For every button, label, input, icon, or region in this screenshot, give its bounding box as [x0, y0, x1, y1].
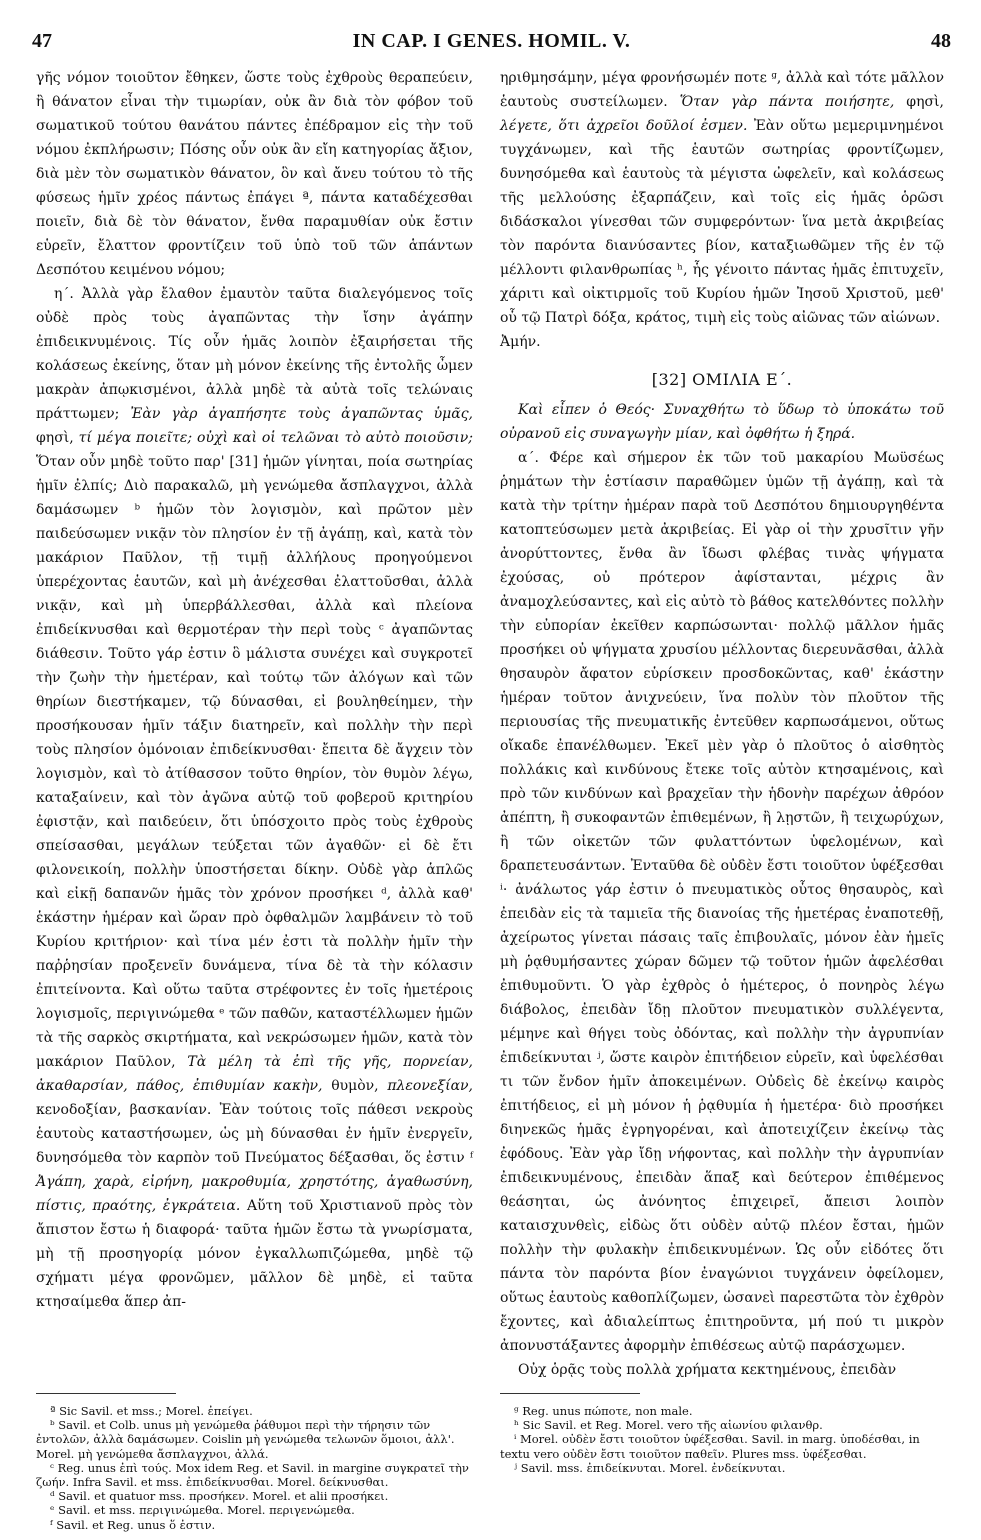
footnote: ª Sic Savil. et mss.; Morel. ἐπείγει.	[50, 1404, 253, 1418]
right-paragraph-1	[500, 66, 944, 330]
footnote-divider-right	[500, 1393, 640, 1394]
left-text-c: Ὅταν οὖν μηδὲ τοῦτο παρ' [31] ἡμῶν γίνηται, ποία σωτηρίας ἡμῖν ἐλπίς; Διὸ παρακαλῶ, μὴ γενώμεθα ἄσπλαγχνοι, ἀλλὰ δαμάσωμεν ᵇ ἡμῶν τὸν λογισμὸν, καὶ πρῶτον μὲν παιδεύσωμεν νικᾷν τὸν πλησίον ἐν τῇ ἀγάπῃ, καὶ, κατὰ τὸν μακάριον Παῦλον, τῇ τιμῇ ἀλλήλους προηγούμενοι ὑπερέχοντας ἑαυτῶν, καὶ μὴ ἀνέχεσθαι ἐλαττοῦσθαι, ἀλλὰ νικᾷν, καὶ μὴ ὑπερβάλλεσθαι, ἀλλὰ καὶ πλείονα ἐπιδείκνυσθαι καὶ θερμοτέραν τὴν περὶ τοὺς ᶜ ἀγαπῶντας διάθεσιν. Τοῦτο γάρ ἐστιν ὃ μάλιστα συνέχει καὶ συγκροτεῖ τὴν ζωὴν τὴν ἡμετέραν, καὶ τούτῳ τῶν ἀλόγων καὶ τῶν θηρίων διεστήκαμεν, τῷ δύνασθαι, εἰ βουληθείημεν, τὴν προσήκουσαν ἡμῖν τάξιν διατηρεῖν, καὶ πολλὴν τὴν περὶ τοὺς πλησίον ὁμόνοιαν ἐπιδείκνυσθαι· ἔπειτα δὲ ἄγχειν τὸν λογισμὸν, καὶ τὸ ἀτίθασσον τοῦτο θηρίον, τὸν θυμὸν λέγω, καταξαίνειν, καὶ τὸν ἀγῶνα αὐτῷ τοῦ φοβεροῦ κριτηρίου ἐφιστᾷν, καὶ παιδεύειν, ὅτι ὑπόσχοιτο πρὸς τοὺς ἐχθροὺς σπείσασθαι, μεγάλων τεύξεται τῶν ἀγαθῶν· εἰ δὲ ἔτι φιλονεικοίη, πολλὴν ὑποστήσεται δίκην. Οὐδὲ γὰρ ἁπλῶς καὶ εἰκῇ δαπανῶν ἡμᾶς τὸν χρόνον προσήκει ᵈ, ἀλλὰ καθ' ἑκάστην ἡμέραν καὶ ὥραν πρὸ ὀφθαλμῶν λαμβάνειν τὸ τοῦ Κυρίου κριτήριον· καὶ τίνα μέν ἐστι τὰ πολλὴν ἡμῖν τὴν παῤῥησίαν προξενεῖν δυνάμενα, τίνα δὲ τὰ τὴν κόλασιν ἐπιτείνοντα. Καὶ οὕτω ταῦτα στρέφοντες ἐν τοῖς ἡμετέροις λογισμοῖς, περιγινώμεθα ᵉ τῶν παθῶν, καταστέλλωμεν ἡμῶν τὰ τῆς σαρκὸς σκιρτήματα, καὶ νεκρώσωμεν ἡμῶν, κατὰ τὸν μακάριον Παῦλον,	[36, 454, 473, 1070]
footnote-divider-left	[36, 1393, 176, 1394]
left-paragraph-2	[36, 282, 473, 1314]
right-paragraph-3: Οὐχ ὁρᾷς τοὺς πολλὰ χρήματα κεκτημένους, ἐπειδὰν	[518, 1362, 897, 1378]
footnotes-right	[500, 1404, 944, 1475]
running-title: IN CAP. I GENES. HOMIL. V.	[352, 30, 631, 52]
footnote: ⁱ Morel. οὐδὲν ἔστι τοιοῦτον ὑφέξεσθαι. Savil. in marg. ὑποδέσθαι, in textu vero οὐδὲν ἔστι τοιοῦτον παθεῖν. Plures mss. ὑφέξεσθαι.	[500, 1432, 920, 1461]
footnote: ʰ Sic Savil. et Reg. Morel. vero τῆς αἰωνίου φιλανθρ.	[514, 1418, 823, 1433]
right-text-c: Ἐὰν οὕτω μεμεριμνημένοι τυγχάνωμεν, καὶ τῆς ἑαυτῶν σωτηρίας φροντίζωμεν, δυνησόμεθα καὶ ἑαυτοὺς τὰ μέγιστα ὠφελεῖν, καὶ κολάσεως τῆς μελλούσης ἐξαρπάζειν, καὶ τοῖς εἰς ἡμᾶς ὁρῶσι διδάσκαλοι γίνεσθαι τῶν συμφερόντων· ἵνα μετὰ ἀκριβείας τὸν παρόντα διανύσαντες βίον, καταξιωθῶμεν τῆς ἐν τῷ μέλλοντι φιλανθρωπίας ʰ, ἧς γένοιτο πάντας ἡμᾶς ἐπιτυχεῖν, χάριτι καὶ οἰκτιρμοῖς τοῦ Κυρίου ἡμῶν Ἰησοῦ Χριστοῦ, μεθ' οὗ τῷ Πατρὶ δόξα, κράτος, τιμὴ εἰς τοὺς αἰῶνας τῶν αἰώνων.	[500, 118, 944, 326]
footnote: ᶠ Savil. et Reg. unus ὅ ἐστιν.	[50, 1517, 216, 1532]
footnote: ᵍ Reg. unus πώποτε, non male.	[514, 1404, 693, 1418]
right-column	[500, 66, 944, 1382]
left-column	[36, 66, 473, 1314]
page-number-right: 48	[931, 30, 951, 52]
footnote: ʲ Savil. mss. ἐπιδείκνυται. Morel. ἐνδείκνυται.	[514, 1460, 786, 1475]
homily-subtitle: Καὶ εἶπεν ὁ Θεός· Συναχθήτω τὸ ὕδωρ τὸ ὑποκάτω τοῦ οὐρανοῦ εἰς συναγωγὴν μίαν, καὶ ὀφθήτω ἡ ξηρά.	[500, 402, 944, 442]
footnote: ᵉ Savil. et mss. περιγινώμεθα. Morel. περιγενώμεθα.	[50, 1503, 355, 1518]
left-quote-4: πλεονεξίαν,	[387, 1078, 473, 1094]
footnote: ᵇ Savil. et Colb. unus μὴ γενώμεθα ῥάθυμοι περὶ τὴν τήρησιν τῶν ἐντολῶν, ἀλλὰ δαμάσωμεν. Coislin μὴ γενώμεθα τελωνῶν ὅμοιοι, ἀλλ'. Morel. μὴ γενώμεθα ἄσπλαγχνοι, ἀλλά.	[36, 1418, 455, 1461]
footnotes-left	[36, 1404, 476, 1532]
right-text-a: ηριθμησάμην, μέγα φρονήσωμέν ποτε ᵍ, ἀλλὰ καὶ τότε μᾶλλον ἑαυτοὺς συστείλωμεν.	[500, 70, 944, 110]
left-text-a: η΄. Ἀλλὰ γὰρ ἔλαθον ἐμαυτὸν ταῦτα διαλεγόμενος τοῖς οὐδὲ πρὸς τοὺς ἀγαπῶντας τὴν ἴσην ἀγάπην ἐπιδεικνυμένοις. Τίς οὖν ἡμᾶς λοιπὸν ἐξαιρήσεται τῆς κολάσεως ἐκείνης, ὅταν μὴ μόνον ἐκείνης τῆς ἐντολῆς ὦμεν μακρὰν ἀπῳκισμένοι, ἀλλὰ μηδὲ τὰ αὐτὰ τοῖς τελώναις πράττωμεν;	[36, 286, 473, 422]
page-number-left: 47	[32, 30, 52, 52]
left-paragraph-1: γῆς νόμον τοιοῦτον ἔθηκεν, ὥστε τοὺς ἐχθροὺς θεραπεύειν, ἢ θάνατον εἶναι τὴν τιμωρίαν, οὐκ ἂν διὰ τὸν φόβον τοῦ σωματικοῦ τούτου θανάτου πάντες ἐπέδραμον εἰς τὴν τοῦ νόμου ἐκπλήρωσιν; Πόσης οὖν οὐκ ἂν εἴη κατηγορίας ἄξιον, διὰ μὲν τὸν σωματικὸν θάνατον, ὃν καὶ ἄνευ τούτου τὸ τῆς φύσεως ἡμῖν χρέος πάντως ἐπάγει ª, πάντα καταδέχεσθαι ποιεῖν, διὰ δὲ τὸν θάνατον, ἔνθα παραμυθίαν οὐκ ἔστιν εὑρεῖν, ἔλαττον φροντίζειν τοῦ ὑπὸ τοῦ τῶν ἁπάντων Δεσπότου κειμένου νόμου;	[36, 70, 473, 278]
left-quote-1: Ἐὰν γὰρ ἀγαπήσητε τοὺς ἀγαπῶντας ὑμᾶς,	[130, 406, 473, 422]
left-text-e: κενοδοξίαν, βασκανίαν. Ἐὰν τούτοις τοῖς πάθεσι νεκροὺς ἑαυτοὺς καταστήσωμεν, ὡς μὴ δύνασθαι ἐν ἡμῖν ἐνεργεῖν, δυνησόμεθα τὸν καρπὸν τοῦ Πνεύματος δέξασθαι, ὅς ἐστιν ᶠ	[36, 1102, 473, 1166]
amen-line: Ἀμήν.	[500, 334, 541, 350]
running-header	[32, 30, 951, 56]
left-text-b: φησὶ,	[36, 430, 79, 446]
homily-title: [32] ΟΜΙΛΙΑ Ε΄.	[651, 370, 793, 389]
right-paragraph-2: α΄. Φέρε καὶ σήμερον ἐκ τῶν τοῦ μακαρίου Μωϋσέως ῥημάτων τὴν ἑστίασιν παραθῶμεν ὑμῶν τῇ ἀγάπῃ, καὶ τὰ κατὰ τὴν τρίτην ἡμέραν παρὰ τοῦ Δεσπότου δημιουργηθέντα κατοπτεύσωμεν μετὰ ἀκριβείας. Εἰ γὰρ οἱ τὴν χρυσῖτιν γῆν ἀνορύττοντες, ἔνθα ἂν ἴδωσι φλέβας τινὰς ψήγματα ἐχούσας, οὐ πρότερον ἀφίστανται, μέχρις ἂν ἀναμοχλεύσαντες, καὶ εἰς αὐτὸ τὸ βάθος κατελθόντες πολλὴν τὴν εὐπορίαν ἐκεῖθεν καρπώσωνται· πολλῷ μᾶλλον ἡμᾶς προσήκει οὐ ψήγματα χρυσίου μέλλοντας διερευνᾶσθαι, ἀλλὰ θησαυρὸν ἄφατον εὑρίσκειν προσδοκῶντας, καθ' ἑκάστην ἡμέραν τοῦτον ἀνιχνεύειν, ἵνα πολὺν τὸν πλοῦτον τῆς περιουσίας τῆς πνευματικῆς ἐντεῦθεν καρπωσάμενοι, οὕτως οἴκαδε ἐπανέλθωμεν. Ἐκεῖ μὲν γὰρ ὁ πλοῦτος ὁ αἰσθητὸς πολλάκις καὶ κινδύνους ἔτεκε τοῖς αὐτὸν κτησαμένοις, καὶ πρὸ τῶν κινδύνων καὶ βραχεῖαν τὴν ἡδονὴν παρέχων ἀθρόον ἀπέπτη, ἢ συκοφαντῶν ἐπιθεμένων, ἢ λῃστῶν, ἢ τειχωρύχων, ἢ τῶν οἰκετῶν τῶν φυλαττόντων ὑφελομένων, καὶ δραπετευσάντων. Ἐνταῦθα δὲ οὐδὲν ἔστι τοιοῦτον ὑφέξεσθαι ⁱ· ἀνάλωτος γάρ ἐστιν ὁ πνευματικὸς οὗτος θησαυρὸς, καὶ ἐπειδὰν εἰς τὰ ταμιεῖα τῆς διανοίας τῆς ἡμετέρας ἐναποτεθῇ, ἀχείρωτος γίνεται πάσαις ταῖς ἐπιβουλαῖς, μόνον ἐὰν ἡμεῖς μὴ ῥᾳθυμήσαντες χώραν δῶμεν τῷ τοῦτον ἡμῶν ἀφελέσθαι ἐπιθυμοῦντι. Ὁ γὰρ ἐχθρὸς ὁ ἡμέτερος, ὁ πονηρὸς λέγω διάβολος, ἐπειδὰν ἴδῃ πλοῦτον πνευματικὸν συλλέγεντα, μέμηνε καὶ θήγει τοὺς ὀδόντας, καὶ πολλὴν τὴν ἀγρυπνίαν ἐπιδείκνυται ʲ, ὥστε καιρὸν ἐπιτήδειον εὑρεῖν, καὶ ὑφελέσθαι τι τῶν ἔνδον ἡμῖν ἀποκειμένων. Οὐδεὶς δὲ ἐκείνῳ καιρὸς ἐπιτήδειος, εἰ μὴ μόνον ἡ ῥᾳθυμία ἡ ἡμετέρα· διὸ προσήκει διηνεκῶς ἡμᾶς ἐγρηγορέναι, καὶ ἀποτειχίζειν ἐκείνῳ τὰς ἐφόδους. Ἐὰν γὰρ ἴδῃ νήφοντας, καὶ πολλὴν τὴν ἀγρυπνίαν ἐπιδεικνυμένους, ἐπειδὰν ἅπαξ καὶ δεύτερον ἐπιθέμενος θεάσηται, ὡς ἀνόνητος ἐπιχειρεῖ, ἄπεισι λοιπὸν καταισχυνθεὶς, εἰδὼς ὅτι οὐδὲν αὐτῷ πλέον ἔσται, ἡμῶν πολλὴν τὴν φυλακὴν ἐπιδεικνυμένων. Ὡς οὖν εἰδότες ὅτι πάντα τὸν παρόντα βίον ἐναγώνιοι τυγχάνειν ὀφείλομεν, οὕτως ἑαυτοὺς καθοπλίζωμεν, ὡσανεὶ παρεστῶτα τὸν ἐχθρὸν ἔχοντες, καὶ ἀδιαλείπτως ἐπιτηροῦντα, μή πού τι μικρὸν ἀπονυστάξαντες ἀφορμὴν ἐπιθέσεως αὐτῷ παράσχωμεν.	[500, 450, 944, 1354]
left-quote-3: Τὰ μέλη τὰ ἐπὶ τῆς γῆς, πορνείαν, ἀκαθαρσίαν, πάθος, ἐπιθυμίαν κακὴν,	[36, 1054, 473, 1094]
left-text-d: θυμὸν,	[322, 1078, 388, 1094]
footnote: ᶜ Reg. unus ἐπὶ τούς. Mox idem Reg. et Savil. in margine συγκρατεῖ τὴν ζωήν. Infra Savil. et mss. ἐπιδείκνυσθαι. Morel. δείκνυσθαι.	[36, 1460, 469, 1490]
footnote: ᵈ Savil. et quatuor mss. προσήκεν. Morel. et alii προσήκει.	[50, 1489, 389, 1504]
left-quote-5: Ἀγάπη, χαρὰ, εἰρήνη, μακροθυμία, χρηστότης, ἀγαθωσύνη, πίστις, πραότης, ἐγκράτεια.	[36, 1174, 473, 1214]
right-text-b: φησὶ,	[894, 94, 944, 110]
left-quote-2: τί μέγα ποιεῖτε; οὐχὶ καὶ οἱ τελῶναι τὸ αὐτὸ ποιοῦσιν;	[78, 430, 474, 446]
right-quote-2: λέγετε, ὅτι ἀχρεῖοι δοῦλοί ἐσμεν.	[500, 118, 748, 134]
left-text-f: Αὕτη τοῦ Χριστιανοῦ πρὸς τὸν ἄπιστον ἔστω ἡ διαφορά· ταῦτα ἡμῶν ἔστω τὰ γνωρίσματα, μὴ τῇ προσηγορίᾳ μόνον ἐγκαλλωπιζώμεθα, μηδὲ τῷ σχήματι μέγα φρονῶμεν, μᾶλλον δὲ μηδὲ, εἰ ταῦτα κτησαίμεθα ἅπερ ἀπ-	[36, 1198, 473, 1310]
right-quote-1: Ὅταν γὰρ πάντα ποιήσητε,	[679, 94, 895, 110]
